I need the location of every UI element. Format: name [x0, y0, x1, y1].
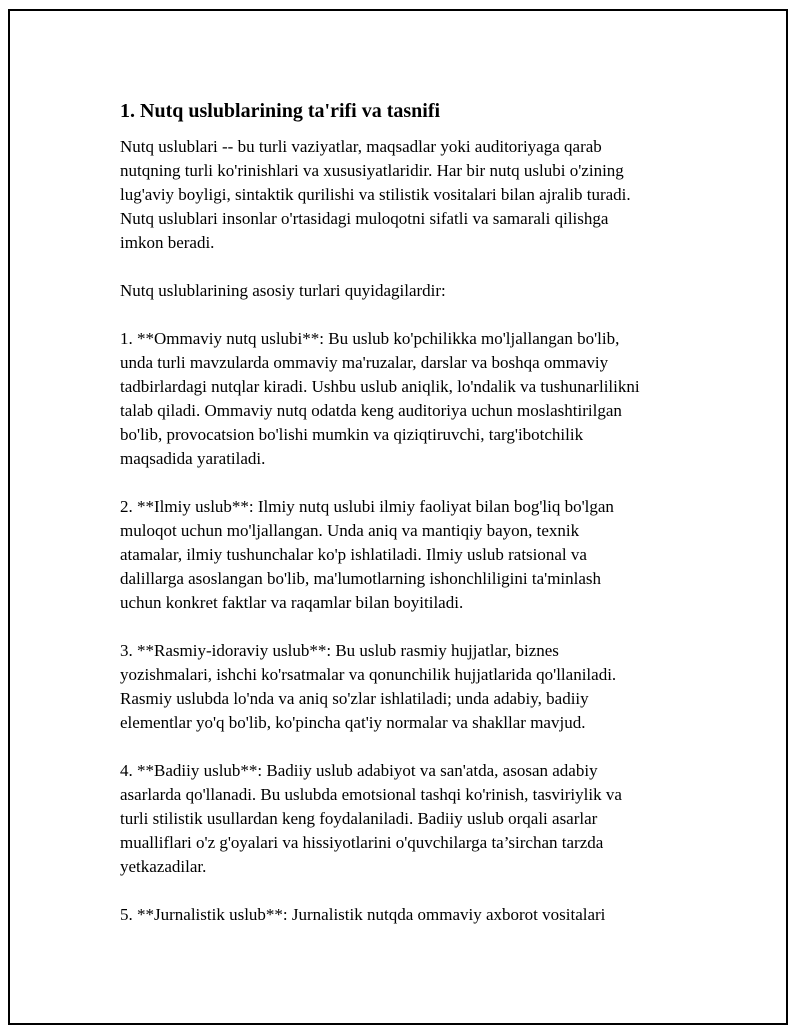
paragraph-public-speech: 1. **Ommaviy nutq uslubi**: Bu uslub ko'pchilikka mo'ljallangan bo'lib, unda turli mavzularda ommaviy ma'ruzalar, darslar va boshqa ommaviy tadbirlardagi nutqlar kiradi. Ushbu uslub aniqlik, lo'ndalik va tushunarlilikni talab qiladi. Ommaviy nutq odatda keng auditoriya uchun moslashtirilgan bo'lib, provocatsion bo'lishi mumkin va qiziqtiruvchi, targ'ibotchilik maqsadida yaratiladi.: [120, 329, 640, 468]
document-body: [120, 97, 690, 927]
paragraph-artistic-style: 4. **Badiiy uslub**: Badiiy uslub adabiyot va san'atda, asosan adabiy asarlarda qo'llanadi. Bu uslubda emotsional tashqi ko'rinish, tasviriylik va turli stilistik usullardan keng foydalaniladi. Badiiy uslub orqali asarlar mualliflari o'z g'oyalari va hissiyotlarini o'quvchilarga ta’sirchan tarzda yetkazadilar.: [120, 761, 622, 876]
paragraph-official-style: 3. **Rasmiy-idoraviy uslub**: Bu uslub rasmiy hujjatlar, biznes yozishmalari, ishchi ko'rsatmalar va qonunchilik hujjatlarida qo'llaniladi. Rasmiy uslubda lo'nda va aniq so'zlar ishlatiladi; unda adabiy, badiiy elementlar yo'q bo'lib, ko'pincha qat'iy normalar va shakllar mavjud.: [120, 641, 617, 732]
document-page: [8, 9, 788, 1025]
section-heading: 1. Nutq uslublarining ta'rifi va tasnifi: [120, 100, 441, 122]
paragraph-definition: Nutq uslublari -- bu turli vaziyatlar, maqsadlar yoki auditoriyaga qarab nutqning turli ko'rinishlari va xususiyatlaridir. Har bir nutq uslubi o'zining lug'aviy boyligi, sintaktik qurilishi va stilistik vositalari bilan ajralib turadi. Nutq uslublari insonlar o'rtasidagi muloqotni sifatli va samarali qilishga imkon beradi.: [120, 137, 631, 252]
paragraph-scientific-style: 2. **Ilmiy uslub**: Ilmiy nutq uslubi ilmiy faoliyat bilan bog'liq bo'lgan muloqot uchun mo'ljallangan. Unda aniq va mantiqiy bayon, texnik atamalar, ilmiy tushunchalar ko'p ishlatiladi. Ilmiy uslub ratsional va dalillarga asoslangan bo'lib, ma'lumotlarning ishonchliligini ta'minlash uchun konkret faktlar va raqamlar bilan boyitiladi.: [120, 497, 614, 612]
paragraph-types-intro: Nutq uslublarining asosiy turlari quyidagilardir:: [120, 281, 446, 300]
paragraph-journalistic-style: 5. **Jurnalistik uslub**: Jurnalistik nutqda ommaviy axborot vositalari: [120, 905, 606, 924]
